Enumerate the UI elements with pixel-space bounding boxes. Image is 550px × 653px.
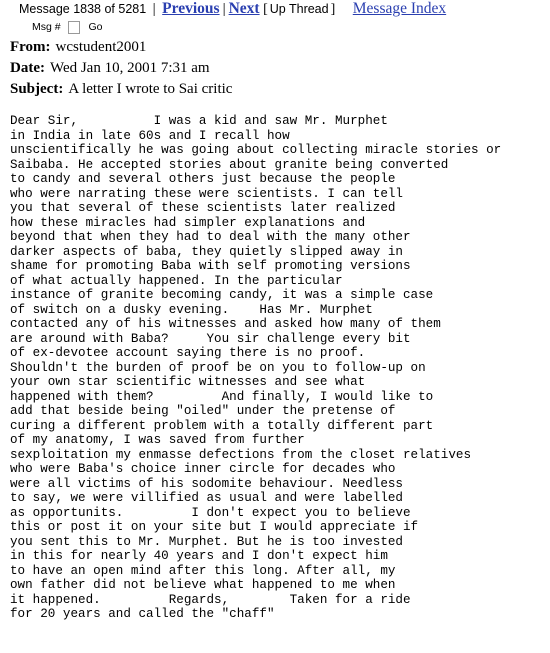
body-line: darker aspects of baba, they quietly slipped away in [10, 244, 403, 259]
body-line: to say, we were villified as usual and were labelled [10, 491, 403, 505]
body-line: shame for promoting Baba with self promoting versions [10, 259, 411, 273]
body-line: own father did not believe what happened to me when [10, 578, 396, 592]
next-link[interactable]: Next [228, 0, 260, 17]
message-body [10, 114, 501, 622]
goto-message-form [32, 20, 102, 34]
body-line: Saibaba. He accepted stories about granite being converted [10, 157, 449, 172]
previous-link[interactable]: Previous [162, 0, 220, 17]
message-nav-bar [19, 0, 446, 19]
body-line: this or post it on your site but I would appreciate if [10, 520, 419, 534]
body-line: to have an open mind after this long. After all, my [10, 563, 396, 578]
message-headers [10, 37, 232, 100]
body-line: are around with Baba? You sir challenge every bit [10, 331, 411, 346]
date-row [10, 58, 232, 79]
body-line: contacted any of his witnesses and asked how many of them [10, 317, 441, 331]
body-line: instance of granite becoming candy, it was a simple case [10, 288, 434, 302]
from-row [10, 37, 232, 58]
body-line: add that beside being "oiled" under the pretense of [10, 404, 396, 418]
message-index-link[interactable]: Message Index [352, 0, 447, 17]
body-line: who were narrating these were scientists. I can tell [10, 186, 403, 201]
go-button[interactable]: Go [88, 21, 103, 33]
body-line: of switch on a dusky evening. Has Mr. Murphet [10, 302, 373, 317]
from-label: From: [10, 39, 51, 55]
body-line: in India in late 60s and I recall how [10, 128, 290, 143]
body-line: Shouldn't the burden of proof be on you to follow-up on [10, 360, 426, 375]
body-line: how these miracles had simpler explanations and [10, 215, 366, 230]
body-line: as opportunits. I don't expect you to believe [10, 505, 411, 520]
body-line: unscientifically he was going about collecting miracle stories or [10, 143, 502, 157]
body-line: beyond that when they had to deal with the many other [10, 230, 411, 244]
body-line: happened with them? And finally, I would like to [10, 389, 434, 404]
body-line: of what actually happened. In the particular [10, 273, 343, 288]
nav-separator: | [222, 1, 226, 17]
from-value: wcstudent2001 [55, 39, 147, 55]
body-line: it happened. Regards, Taken for a ride [10, 592, 411, 607]
body-line: curing a different problem with a totally different part [10, 418, 434, 433]
nav-separator: | [152, 1, 156, 17]
body-line: in this for nearly 40 years and I don't expect him [10, 549, 388, 563]
body-line: of ex-devotee account saying there is no proof. [10, 346, 366, 360]
body-line: you that several of these scientists later realized [10, 201, 396, 215]
goto-label: Msg # [32, 21, 61, 33]
subject-label: Subject: [10, 81, 64, 97]
message-position: Message 1838 of 5281 [19, 2, 147, 16]
body-line: Dear Sir, I was a kid and saw Mr. Murphet [10, 114, 388, 128]
bracket-close: ] [330, 2, 336, 17]
body-line: your own star scientific witnesses and see what [10, 375, 366, 389]
body-line: for 20 years and called the "chaff" [10, 607, 275, 621]
bracket-open: [ [263, 2, 268, 17]
date-label: Date: [10, 60, 45, 76]
up-thread-link[interactable]: Up Thread [269, 2, 329, 16]
date-value: Wed Jan 10, 2001 7:31 am [49, 60, 210, 76]
body-line: were all victims of his sodomite behaviour. Needless [10, 476, 403, 491]
body-line: sexploitation my enmasse defections from the closet relatives [10, 447, 472, 462]
subject-row [10, 79, 232, 100]
subject-value: A letter I wrote to Sai critic [68, 81, 233, 97]
message-number-input[interactable] [68, 21, 80, 34]
body-line: who were Baba's choice inner circle for decades who [10, 462, 396, 476]
body-line: you sent this to Mr. Murphet. But he is too invested [10, 534, 403, 549]
body-line: to candy and several others just because the people [10, 172, 396, 186]
body-line: of my anatomy, I was saved from further [10, 433, 305, 447]
